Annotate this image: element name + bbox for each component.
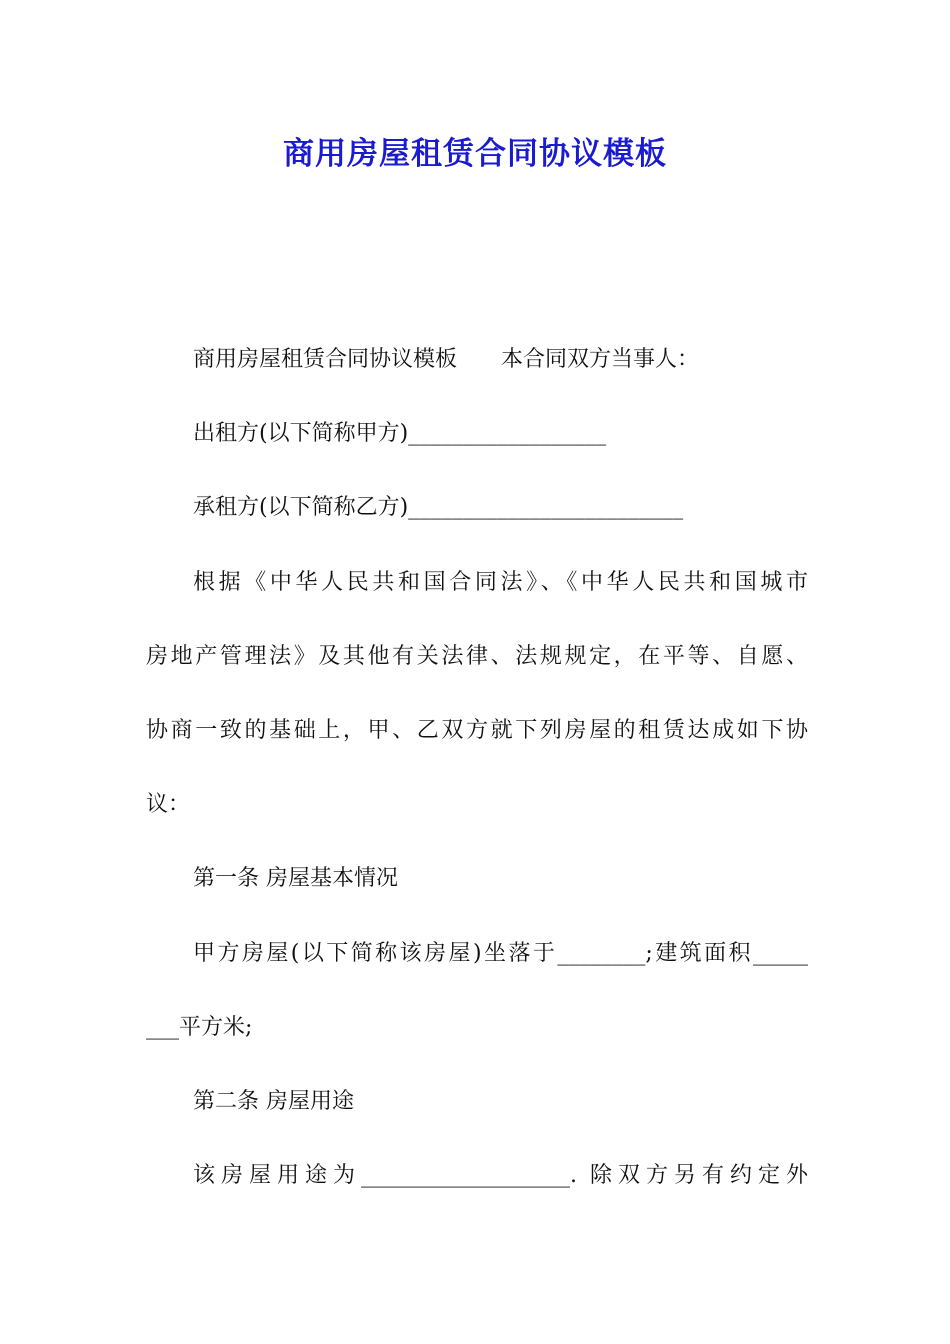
article-1-heading: 第一条 房屋基本情况 [193, 866, 398, 892]
article-2-text-line-1: 该房屋用途为___________________. 除双方另有约定外 [193, 1163, 808, 1189]
lessee-line: 承租方(以下简称乙方)_________________________ [193, 495, 684, 521]
basis-paragraph-line-3: 协商一致的基础上，甲、乙双方就下列房屋的租赁达成如下协 [146, 717, 808, 743]
article-1-text-line-1: 甲方房屋(以下简称该房屋)坐落于________;建筑面积_____ [193, 940, 808, 966]
basis-paragraph-line-1: 根据《中华人民共和国合同法》、《中华人民共和国城市 [193, 569, 808, 595]
basis-paragraph-line-2: 房地产管理法》及其他有关法律、法规规定，在平等、自愿、 [146, 643, 808, 669]
intro-line: 商用房屋租赁合同协议模板 本合同双方当事人： [193, 347, 700, 372]
document-body [146, 338, 808, 1228]
lessor-line: 出租方(以下简称甲方)__________________ [193, 421, 607, 447]
article-2-heading: 第二条 房屋用途 [193, 1088, 354, 1114]
basis-paragraph-line-4: 议： [146, 792, 191, 818]
article-1-text-line-2: ___平方米; [146, 1014, 253, 1040]
document-title: 商用房屋租赁合同协议模板 [283, 136, 667, 172]
